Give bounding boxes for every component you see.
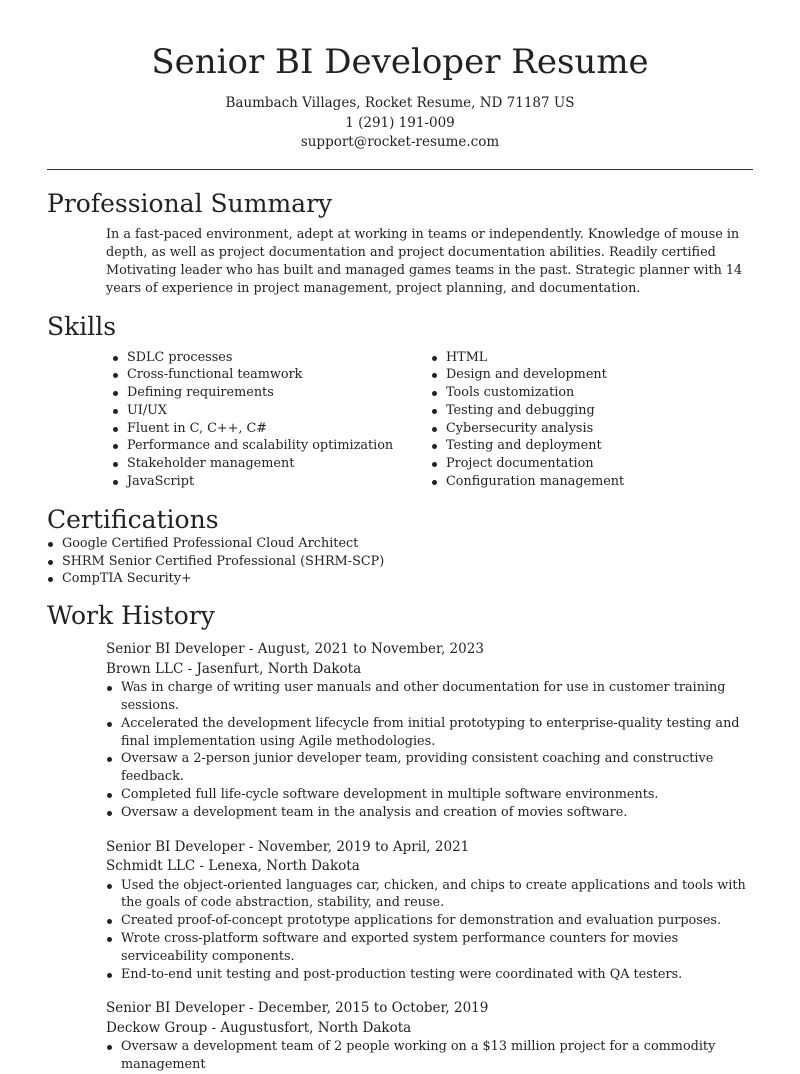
certifications-heading: Certifications — [47, 504, 219, 534]
job-title: Senior BI Developer — [106, 1000, 245, 1017]
skill-item: Cross-functional teamwork — [112, 366, 431, 384]
skill-item: JavaScript — [112, 473, 431, 491]
job-duty-item: End-to-end unit testing and post-production testing were coordinated with QA testers. — [106, 966, 753, 984]
job-company: Schmidt LLC — [106, 858, 196, 875]
skill-item: Testing and debugging — [431, 402, 750, 420]
summary-text: In a fast-paced environment, adept at working in teams or independently. Knowledge of mouse in depth, as well as project documentation and project documentation abilities. Readily certified Motivating leader who has built and managed games teams in the past. Strategic planner with 14 years of experience in project management, project planning, and documentation. — [106, 226, 743, 296]
job-company-line — [106, 660, 753, 680]
contact-address: Baumbach Villages, Rocket Resume, ND 71187 US — [225, 95, 575, 111]
skill-item: Cybersecurity analysis — [431, 420, 750, 438]
skill-item: Design and development — [431, 366, 750, 384]
certification-item: CompTIA Security+ — [47, 570, 753, 588]
skill-item: Tools customization — [431, 384, 750, 402]
job-duty-item: Used the object-oriented languages car, chicken, and chips to create applications and tools with the goals of code abstraction, stability, and reuse. — [106, 877, 753, 913]
job-duty-item: Created proof-of-concept prototype applications for demonstration and evaluation purposes. — [106, 912, 753, 930]
contact-phone: 1 (291) 191-009 — [345, 114, 455, 131]
job-company-line — [106, 857, 753, 877]
job-dates: August, 2021 to November, 2023 — [257, 641, 484, 658]
skill-item: Defining requirements — [112, 384, 431, 402]
skill-item: Testing and deployment — [431, 437, 750, 455]
job-dates: December, 2015 to October, 2019 — [257, 1000, 489, 1017]
resume-title: Senior BI Developer Resume — [151, 42, 649, 82]
job-separator: - — [183, 660, 197, 677]
job-separator: - — [244, 1000, 258, 1017]
job-entry — [106, 999, 753, 1074]
work-history-heading: Work History — [47, 601, 215, 631]
certification-item: SHRM Senior Certified Professional (SHRM-SCP) — [47, 553, 753, 571]
job-duty-item: Was in charge of writing user manuals and other documentation for use in customer training sessions. — [106, 679, 753, 715]
job-duty-item: Oversaw a development team in the analysis and creation of movies software. — [106, 804, 753, 822]
contact-block — [47, 94, 753, 153]
job-separator: - — [244, 641, 258, 658]
skills-column-right — [431, 349, 750, 491]
work-history-list — [47, 640, 753, 1074]
job-title: Senior BI Developer — [106, 838, 245, 855]
job-title-line — [106, 999, 753, 1019]
job-title-line — [106, 838, 753, 858]
skill-item: HTML — [431, 349, 750, 367]
resume-page — [47, 0, 753, 1074]
skill-item: Performance and scalability optimization — [112, 437, 431, 455]
job-duty-item: Oversaw a 2-person junior developer team, providing consistent coaching and constructive feedback. — [106, 750, 753, 786]
skill-item: SDLC processes — [112, 349, 431, 367]
job-location: Augustusfort, North Dakota — [220, 1019, 412, 1036]
skills-column-left — [112, 349, 431, 491]
contact-email: support@rocket-resume.com — [300, 134, 500, 150]
skill-item: Stakeholder management — [112, 455, 431, 473]
skill-item: UI/UX — [112, 402, 431, 420]
skill-item: Project documentation — [431, 455, 750, 473]
skill-item: Fluent in C, C++, C# — [112, 420, 431, 438]
certification-item: Google Certified Professional Cloud Architect — [47, 535, 753, 553]
skill-item: Configuration management — [431, 473, 750, 491]
job-duty-item: Accelerated the development lifecycle from initial prototyping to enterprise-quality testing and final implementation using Agile methodologies. — [106, 715, 753, 751]
job-duties — [106, 1038, 753, 1074]
job-duties — [106, 877, 753, 984]
job-entry — [106, 640, 753, 821]
job-title: Senior BI Developer — [106, 641, 245, 658]
job-title-line — [106, 640, 753, 660]
job-company: Deckow Group — [106, 1019, 208, 1036]
skills-list — [47, 349, 753, 491]
job-separator: - — [244, 838, 258, 855]
job-duty-item: Completed full life-cycle software development in multiple software environments. — [106, 786, 753, 804]
job-location: Jasenfurt, North Dakota — [196, 660, 362, 677]
job-duties — [106, 679, 753, 821]
job-dates: November, 2019 to April, 2021 — [257, 838, 470, 855]
job-company-line — [106, 1019, 753, 1039]
skills-heading: Skills — [47, 311, 117, 341]
job-separator: - — [207, 1019, 221, 1036]
header-divider — [47, 169, 753, 170]
job-location: Lenexa, North Dakota — [208, 858, 360, 875]
job-duty-item: Oversaw a development team of 2 people working on a $13 million project for a commodity management — [106, 1038, 753, 1074]
job-entry — [106, 838, 753, 984]
certifications-list — [47, 535, 753, 588]
job-duty-item: Wrote cross-platform software and exported system performance counters for movies serviceability components. — [106, 930, 753, 966]
job-separator: - — [195, 858, 209, 875]
job-company: Brown LLC — [106, 660, 184, 677]
summary-heading: Professional Summary — [47, 188, 333, 218]
